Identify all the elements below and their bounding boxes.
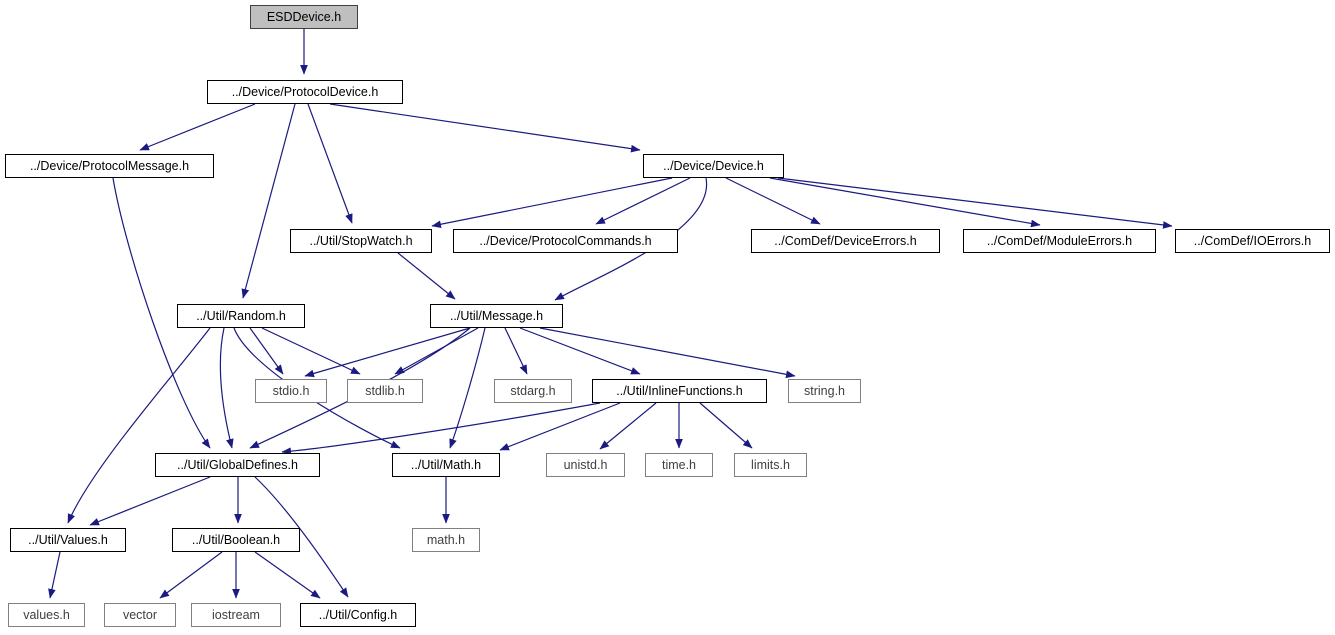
edge-random-to-stdlib	[262, 328, 360, 374]
node-stdio[interactable]	[255, 379, 327, 403]
node-label: values.h	[23, 607, 70, 622]
node-values[interactable]	[10, 528, 126, 552]
node-label: vector	[122, 607, 158, 622]
edge-stopwatch-to-message	[398, 253, 455, 299]
edge-message-to-stdio	[305, 328, 470, 376]
node-limits[interactable]	[734, 453, 807, 477]
node-label: stdio.h	[272, 383, 310, 398]
node-stdlib[interactable]	[347, 379, 423, 403]
node-label: ../Device/ProtocolDevice.h	[231, 84, 379, 99]
node-label: ../Device/ProtocolMessage.h	[29, 158, 190, 173]
node-random[interactable]	[177, 304, 305, 328]
edge-inlinefunctions-to-globaldefines	[282, 403, 600, 452]
edge-random-to-stdio	[250, 328, 283, 374]
node-protocoldevice[interactable]	[207, 80, 403, 104]
edge-protocoldevice-to-protocolmessage	[140, 104, 255, 150]
node-label: ../Util/InlineFunctions.h	[616, 383, 743, 398]
edge-protocoldevice-to-stopwatch	[308, 104, 352, 223]
node-label: ../Util/Config.h	[318, 607, 398, 622]
node-device[interactable]	[643, 154, 784, 178]
node-label: ../ComDef/DeviceErrors.h	[774, 233, 917, 248]
node-config[interactable]	[300, 603, 416, 627]
node-boolean[interactable]	[172, 528, 300, 552]
node-ioerrors[interactable]	[1175, 229, 1330, 253]
node-vector[interactable]	[104, 603, 176, 627]
node-label: ../Util/Random.h	[196, 308, 286, 323]
node-label: ../Util/GlobalDefines.h	[177, 457, 298, 472]
edge-random-to-globaldefines	[220, 328, 232, 448]
node-label: stdarg.h	[510, 383, 556, 398]
edge-device-to-stopwatch	[432, 178, 672, 226]
edge-inlinefunctions-to-unistd	[600, 403, 656, 449]
node-inlinefunctions[interactable]	[592, 379, 767, 403]
node-label: ../Util/Message.h	[449, 308, 544, 323]
node-stopwatch[interactable]	[290, 229, 432, 253]
node-label: stdlib.h	[365, 383, 405, 398]
node-label: iostream	[212, 607, 260, 622]
edge-device-to-deviceerrors	[726, 178, 820, 224]
node-label: ../Util/Boolean.h	[191, 532, 281, 547]
node-label: time.h	[661, 457, 697, 472]
node-math[interactable]	[392, 453, 500, 477]
edge-globaldefines-to-values	[90, 477, 210, 525]
edge-message-to-inlinefunctions	[520, 328, 640, 374]
edge-device-to-protocolcommands	[596, 178, 690, 224]
edge-message-to-stdarg	[505, 328, 527, 374]
node-label: ESDDevice.h	[266, 9, 342, 24]
edge-message-to-math	[450, 328, 485, 448]
node-label: ../ComDef/ModuleErrors.h	[986, 233, 1133, 248]
node-label: ../Device/ProtocolCommands.h	[479, 233, 652, 248]
edge-device-to-ioerrors	[778, 178, 1172, 226]
node-label: ../ComDef/IOErrors.h	[1193, 233, 1312, 248]
edge-protocoldevice-to-random	[243, 104, 295, 298]
node-stdarg[interactable]	[494, 379, 572, 403]
edge-message-to-stdlib	[395, 328, 478, 374]
node-label: ../Device/Device.h	[663, 158, 764, 173]
edge-boolean-to-config	[255, 552, 320, 598]
node-label: ../Util/StopWatch.h	[309, 233, 413, 248]
node-label: math.h	[426, 532, 466, 547]
edge-message-to-string	[540, 328, 795, 376]
node-moduleerrors[interactable]	[963, 229, 1156, 253]
edge-inlinefunctions-to-math	[500, 403, 620, 450]
node-globaldefines[interactable]	[155, 453, 320, 477]
node-label: ../Util/Values.h	[28, 532, 108, 547]
node-unistd[interactable]	[546, 453, 625, 477]
node-time[interactable]	[645, 453, 713, 477]
node-iostream[interactable]	[191, 603, 281, 627]
node-protocolmessage[interactable]	[5, 154, 214, 178]
node-label: limits.h	[751, 457, 790, 472]
edge-protocoldevice-to-device	[330, 104, 640, 150]
node-valuesh[interactable]	[8, 603, 85, 627]
edge-inlinefunctions-to-limits	[700, 403, 752, 448]
node-message[interactable]	[430, 304, 563, 328]
edge-boolean-to-vector	[160, 552, 222, 598]
node-label: string.h	[804, 383, 845, 398]
node-esddevice[interactable]	[250, 5, 358, 29]
edge-device-to-moduleerrors	[770, 178, 1040, 225]
node-protocolcommands[interactable]	[453, 229, 678, 253]
node-label: ../Util/Math.h	[410, 457, 482, 472]
node-string[interactable]	[788, 379, 861, 403]
edge-random-to-values	[68, 328, 210, 523]
node-deviceerrors[interactable]	[751, 229, 940, 253]
node-label: unistd.h	[563, 457, 608, 472]
edge-values-to-valuesh	[50, 552, 60, 598]
node-mathh[interactable]	[412, 528, 480, 552]
